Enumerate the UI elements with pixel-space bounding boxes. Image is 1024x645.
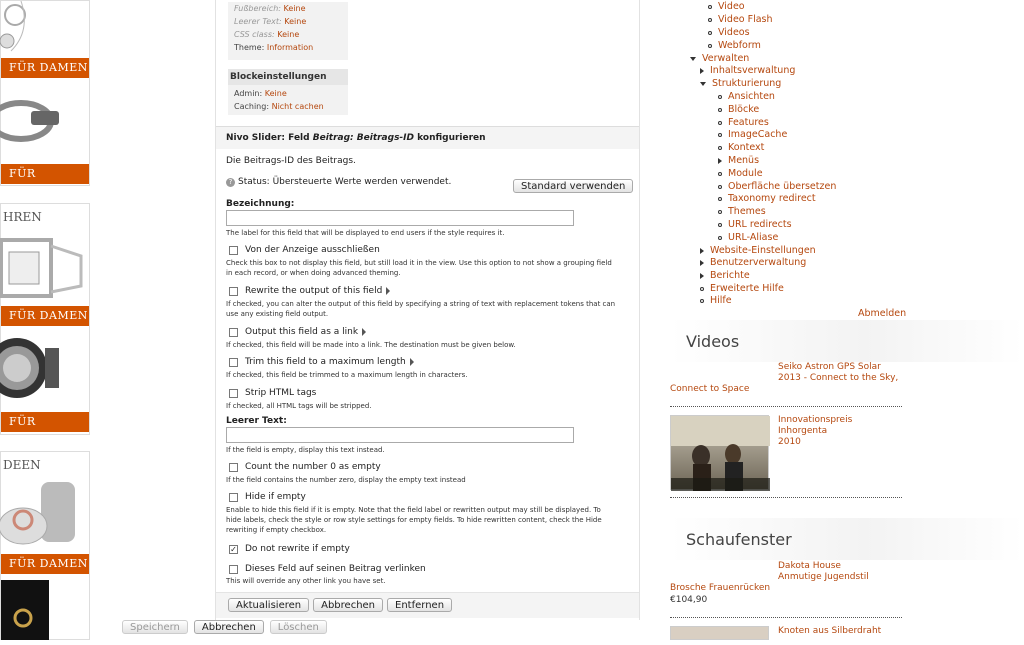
video-title-link[interactable] [778,415,902,448]
form-button-bar [216,592,639,618]
menu-link[interactable]: Module [728,168,763,179]
ring-image [1,474,89,552]
title-line: Seiko Astron GPS Solar [778,362,881,372]
menu-link[interactable]: Ansichten [728,91,775,102]
promo-label[interactable]: FÜR HERREN [1,164,89,184]
bracelet-image [1,81,89,161]
display-settings-box [228,2,348,60]
bullet-icon [708,44,712,48]
bullet-icon [700,287,704,291]
exclude-description [226,258,612,278]
title-line: Anmutige Jugendstil [778,572,869,582]
link-checkbox-row[interactable] [226,327,366,337]
shop-heading: Schaufenster [670,518,1024,560]
collapsed-arrow-icon [700,273,704,279]
menu-link[interactable]: Benutzerverwaltung [710,257,807,268]
promo-heading: DEEN [3,458,41,472]
divider [670,497,902,498]
video-title-link[interactable] [778,362,898,384]
linknode-checkbox[interactable] [229,565,238,574]
setting-value-link[interactable]: Keine [283,4,306,13]
collapsed-arrow-icon [718,158,722,164]
cancel-form-button[interactable]: Abbrechen [313,598,383,612]
checkbox-label: Output this field as a link [245,327,359,337]
label-heading: Bezeichnung: [226,199,295,209]
bullet-icon [718,146,722,150]
bullet-icon [718,236,722,240]
bullet-icon [718,108,722,112]
remove-button[interactable]: Entfernen [387,598,452,612]
use-default-button[interactable]: Standard verwenden [513,179,633,193]
bullet-icon [718,133,722,137]
empty-text-input[interactable] [226,427,574,443]
promo-label[interactable]: FÜR HERREN [1,412,89,432]
menu-link[interactable]: Webform [718,40,761,51]
box-image [1,576,89,641]
field-config-form [216,126,639,149]
menu-item[interactable] [718,232,778,243]
menu-link[interactable]: Berichte [710,270,750,281]
menu-link[interactable]: Verwalten [702,53,750,64]
checkbox-label: Hide if empty [245,492,306,502]
chronograph-icon [1,328,91,412]
watch-image [1,226,89,304]
link-checkbox[interactable] [229,328,238,337]
rewrite-description [226,299,615,319]
setting-row [228,28,348,41]
node-form-buttons [122,620,327,634]
empty-text-heading: Leerer Text: [226,416,287,426]
product-title-link[interactable]: Knoten aus Silberdraht [778,626,882,636]
menu-link[interactable]: Features [728,117,769,128]
menu-item[interactable] [718,193,816,204]
menu-link[interactable]: Kontext [728,142,765,153]
menu-link[interactable]: Videos [718,27,750,38]
menu-link[interactable]: Erweiterte Hilfe [710,283,784,294]
save-button[interactable]: Speichern [122,620,188,634]
checkbox-label: Do not rewrite if empty [245,544,350,554]
promo-label[interactable]: FÜR DAMEN [1,554,89,574]
strip-description: If checked, all HTML tags will be stripped. [226,402,372,410]
views-config-panel [215,0,640,620]
setting-row [228,2,348,15]
menu-item[interactable] [708,1,745,12]
bullet-icon [708,5,712,9]
desc-line: If checked, you can alter the output of this field by specifying a string of text with replacement tokens that can [226,300,616,308]
desc-line: Enable to hide this field if it is empty. Note that the field label or rewritten output may still be displayed. To [226,506,601,514]
setting-key: Theme: [234,43,265,52]
title-suffix: konfigurieren [417,133,486,143]
menu-item[interactable] [708,40,761,51]
help-icon: ? [226,178,235,187]
product-title-link-cont[interactable]: Brosche Frauenrücken [670,583,771,593]
menu-link[interactable]: Inhaltsverwaltung [710,65,796,76]
menu-item[interactable] [700,245,816,256]
setting-row [228,15,348,28]
menu-item[interactable] [700,65,795,76]
divider [670,406,902,407]
jewelry-image [1,1,89,57]
product-thumb-2[interactable] [670,626,769,640]
collapsed-arrow-icon [700,68,704,74]
menu-link[interactable]: Blöcke [728,104,760,115]
form-title [216,127,639,149]
menu-item[interactable] [708,27,750,38]
bracelet-icon [1,81,91,161]
menu-link[interactable]: Menüs [728,155,760,166]
bullet-icon [718,223,722,227]
trim-description: If checked, this field be trimmed to a maximum length in characters. [226,371,468,379]
bullet-icon [708,31,712,35]
setting-value-link[interactable]: Keine [284,17,307,26]
menu-item[interactable] [718,168,763,179]
bullet-icon [718,197,722,201]
collapsed-arrow-icon [700,248,704,254]
setting-value-link[interactable]: Keine [264,89,287,98]
setting-key: Fußbereich: [234,4,281,13]
checkbox-label: Trim this field to a maximum length [245,357,406,367]
video-title-link-cont[interactable]: Connect to Space [670,384,750,394]
desc-line: hide labels, check the style or row style settings for empty fields. To hide rewritten content, check the Hide [226,516,602,524]
menu-link[interactable]: Video [718,1,745,12]
checkbox-label: Rewrite the output of this field [245,286,383,296]
linknode-checkbox-row[interactable] [226,564,426,574]
update-button[interactable]: Aktualisieren [228,598,309,612]
form-intro: Die Beitrags-ID des Beitrags. [226,156,356,166]
menu-link[interactable]: Video Flash [718,14,773,25]
menu-item[interactable] [718,155,759,166]
bullet-icon [718,210,722,214]
setting-row [228,100,348,113]
menu-link[interactable]: ImageCache [728,129,788,140]
title-line: 2010 [778,437,801,447]
label-input[interactable] [226,210,574,226]
promo-label[interactable]: FÜR DAMEN [1,58,89,78]
bullet-icon [718,172,722,176]
menu-item[interactable] [718,142,764,153]
divider [670,617,902,618]
status-text: Status: Übersteuerte Werte werden verwendet. [238,177,452,187]
setting-value-link[interactable]: Nicht cachen [271,102,324,111]
bullet-icon [708,18,712,22]
title-prefix: Nivo Slider: Feld [226,133,310,143]
promo-heading: HREN [3,210,42,224]
block-settings-heading: Blockeinstellungen [228,69,348,85]
rewrite-checkbox-row[interactable] [226,286,390,296]
bullet-icon [718,121,722,125]
menu-item[interactable] [690,53,749,64]
menu-link[interactable]: Hilfe [710,295,732,306]
menu-link[interactable]: Themes [728,206,766,217]
zero-checkbox-row[interactable] [226,462,381,472]
setting-row [228,87,348,100]
status-line [226,177,451,187]
checkbox-label: Dieses Feld auf seinen Beitrag verlinken [245,564,426,574]
menu-item[interactable] [718,206,766,217]
video-still-icon [671,416,770,491]
checkbox-label: Count the number 0 as empty [245,462,381,472]
menu-link[interactable]: Strukturierung [712,78,782,89]
empty-text-description: If the field is empty, display this text instead. [226,446,385,454]
setting-key: Admin: [234,89,263,98]
collapsed-arrow-icon [700,260,704,266]
promo-block-2[interactable] [0,203,90,448]
product-title-link[interactable] [778,561,869,583]
expand-arrow-icon[interactable] [386,287,390,295]
product-price: €104,90 [670,595,708,605]
strip-checkbox[interactable] [229,389,238,398]
linknode-description: This will override any other link you have set. [226,577,386,585]
menu-item[interactable] [718,219,792,230]
norewrite-checkbox-row[interactable] [226,544,350,554]
menu-link[interactable]: Taxonomy redirect [728,193,816,204]
menu-link[interactable]: Oberfläche übersetzen [728,181,837,192]
setting-value-link[interactable]: Keine [277,30,300,39]
norewrite-checkbox[interactable]: ✓ [230,544,237,554]
menu-item[interactable] [718,104,759,115]
menu-item[interactable] [700,295,732,306]
zero-description: If the field contains the number zero, display the empty text instead [226,476,466,484]
promo-block-3[interactable] [0,451,90,640]
hide-description [226,505,602,535]
necklace-icon [1,1,91,57]
setting-row [228,41,348,54]
jewelry-box-icon [1,576,91,641]
videos-heading: Videos [670,320,1024,362]
cancel-button[interactable]: Abbrechen [194,620,264,634]
title-line: Dakota House [778,561,841,571]
menu-item[interactable] [700,270,750,281]
block-settings-box [228,69,348,115]
title-line: Innovationspreis Inhorgenta [778,415,853,436]
promo-block-1[interactable] [0,0,90,200]
hide-checkbox-row[interactable] [226,492,306,502]
title-field: Beitrag: Beitrags-ID [312,133,414,143]
menu-link[interactable]: Website-Einstellungen [710,245,816,256]
label-description: The label for this field that will be displayed to end users if the style requires it. [226,229,505,237]
rewrite-checkbox[interactable] [229,287,238,296]
trim-checkbox[interactable] [229,358,238,367]
zero-checkbox[interactable] [229,463,238,472]
menu-item[interactable] [718,181,836,192]
expand-arrow-icon[interactable] [362,328,366,336]
delete-button[interactable]: Löschen [270,620,327,634]
checkbox-label: Von der Anzeige ausschließen [245,245,380,255]
menu-item[interactable] [718,91,775,102]
expanded-arrow-icon [700,82,706,86]
setting-key: Leerer Text: [234,17,282,26]
chrono-image [1,328,89,412]
menu-item[interactable] [700,257,806,268]
exclude-checkbox-row[interactable] [226,245,380,255]
video-thumb-2[interactable] [670,415,769,490]
strip-checkbox-row[interactable] [226,388,316,398]
expanded-arrow-icon [690,57,696,61]
trim-checkbox-row[interactable] [226,357,414,367]
desc-line: use any existing field output. [226,310,329,318]
menu-item[interactable] [700,78,781,89]
menu-item[interactable] [700,283,784,294]
expand-arrow-icon[interactable] [410,358,414,366]
promo-label[interactable]: FÜR DAMEN [1,306,89,326]
checkbox-label: Strip HTML tags [245,388,317,398]
title-line: 2013 - Connect to the Sky, [778,373,899,383]
logout-link[interactable]: Abmelden [858,308,907,319]
menu-item[interactable] [718,129,787,140]
video-thumb-1[interactable] [670,362,770,382]
bullet-icon [718,95,722,99]
desc-line: in each record, or when doing advanced theming. [226,269,401,277]
menu-link[interactable]: URL redirects [728,219,792,230]
setting-value-link[interactable]: Information [266,43,314,52]
bullet-icon [718,185,722,189]
menu-item[interactable] [708,14,773,25]
hide-checkbox[interactable] [229,493,238,502]
ring-box-icon [1,474,91,552]
menu-item[interactable] [718,117,769,128]
watch-icon [1,226,91,304]
bullet-icon [700,299,704,303]
desc-line: rewriting if empty checkbox. [226,526,327,534]
exclude-checkbox[interactable] [229,246,238,255]
setting-key: Caching: [234,102,270,111]
link-description: If checked, this field will be made into a link. The destination must be given below. [226,341,516,349]
menu-link[interactable]: URL-Aliase [728,232,779,243]
desc-line: Check this box to not display this field, but still load it in the view. Use this option to not show a grouping field [226,259,612,267]
setting-key: CSS class: [234,30,275,39]
